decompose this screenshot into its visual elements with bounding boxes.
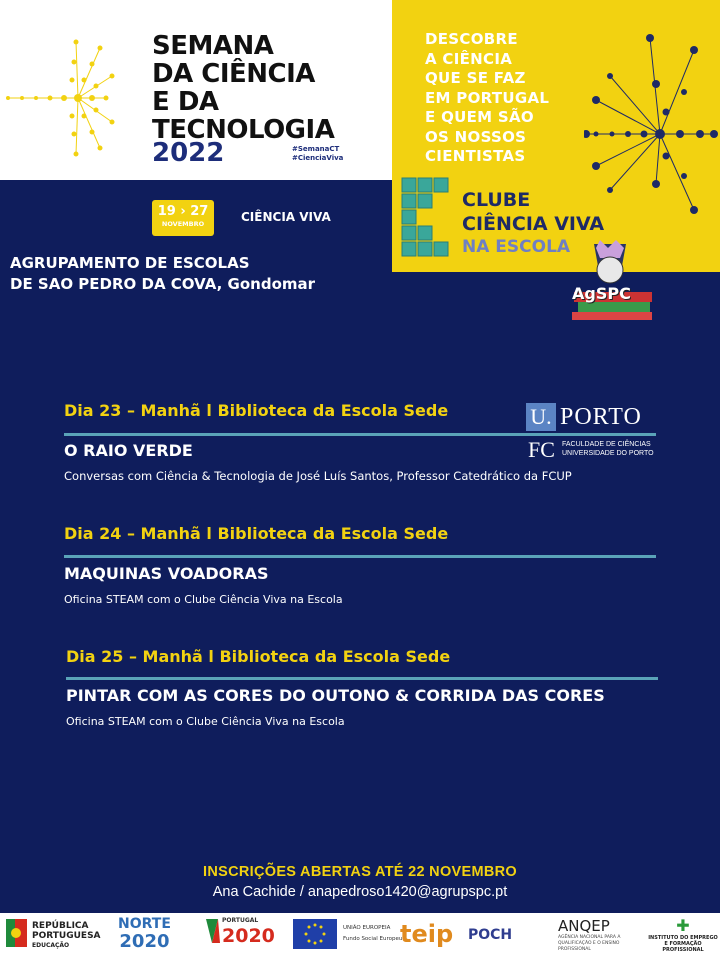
header-yellow-panel <box>392 0 720 272</box>
title-line: E DA <box>152 87 219 117</box>
school-line: AGRUPAMENTO DE ESCOLAS <box>10 254 250 272</box>
iefp-logo <box>648 917 718 953</box>
agspc-mascot-icon <box>570 238 656 322</box>
clube-line: CLUBE <box>462 189 531 211</box>
norte-text: NORTE <box>118 916 171 932</box>
sponsor-footer <box>0 913 720 960</box>
title-line: DA CIÊNCIA <box>152 59 315 89</box>
anqep-text: ANQEP <box>558 917 610 935</box>
uporto-porto: PORTO <box>560 404 642 430</box>
eu-logo <box>293 919 403 953</box>
eu-line: UNIÃO EUROPEIA <box>343 925 391 931</box>
faculty-line: UNIVERSIDADE DO PORTO <box>562 450 654 457</box>
event-day-heading: Dia 25 – Manhã l Biblioteca da Escola Sede <box>66 647 451 666</box>
starburst-icon <box>0 30 130 170</box>
iefp-icon: ✚ <box>676 916 690 935</box>
tagline-line: A CIÊNCIA <box>425 49 513 68</box>
title-line: TECNOLOGIA <box>152 115 335 145</box>
event-day-heading: Dia 23 – Manhã l Biblioteca da Escola Sede <box>64 401 449 420</box>
republica-line: EDUCAÇÃO <box>32 942 70 949</box>
republica-text <box>32 921 101 951</box>
portugal2020-icon <box>204 917 220 945</box>
event-year: 2022 <box>152 138 225 168</box>
event-description: Oficina STEAM com o Clube Ciência Viva na Escola <box>64 593 343 606</box>
school-line: DE SAO PEDRO DA COVA, Gondomar <box>10 275 316 293</box>
teip-logo: teip <box>400 920 454 948</box>
agspc-logo <box>570 238 656 322</box>
tagline-line: QUE SE FAZ <box>425 69 526 87</box>
divider <box>64 555 656 558</box>
contact-info: Ana Cachide / anapedroso1420@agrupspc.pt <box>212 884 508 900</box>
event-description: Oficina STEAM com o Clube Ciência Viva na Escola <box>66 715 345 728</box>
divider <box>64 433 656 436</box>
event-title <box>152 32 334 144</box>
republica-line: PORTUGUESA <box>32 931 101 941</box>
faculty-text <box>562 440 654 458</box>
eu-flag-icon <box>293 919 337 949</box>
portugal-small: PORTUGAL <box>222 917 259 924</box>
dates-badge <box>152 200 214 236</box>
eu-text <box>343 923 402 945</box>
agspc-text: AgSPC <box>572 284 631 303</box>
tagline-line: DESCOBRE <box>425 30 518 48</box>
hashtag: #SemanaCT <box>292 145 340 153</box>
clube-line: NA ESCOLA <box>462 237 571 257</box>
clube-line: CIÊNCIA VIVA <box>462 213 605 235</box>
ciencia-viva-logo: CIÊNCIA VIVA <box>241 210 331 224</box>
anqep-subtext: AGÊNCIA NACIONAL PARA A QUALIFICAÇÃO E O ENSINO PROFISSIONAL <box>558 935 621 952</box>
portugal2020-logo <box>204 917 275 949</box>
norte2020-logo <box>118 916 171 952</box>
portugal-year: 2020 <box>222 925 275 947</box>
event-description: Conversas com Ciência & Tecnologia de José Luís Santos, Professor Catedrático da FCUP <box>64 469 572 483</box>
school-name <box>10 253 315 295</box>
republica-line: REPÚBLICA <box>32 921 89 931</box>
hashtags <box>292 145 343 163</box>
header-white-panel <box>0 0 392 180</box>
poch-logo: POCH <box>468 927 513 943</box>
tagline-line: OS NOSSOS <box>425 127 527 146</box>
event-title: MAQUINAS VOADORAS <box>64 564 269 583</box>
event-day-heading: Dia 24 – Manhã l Biblioteca da Escola Sede <box>64 524 449 543</box>
republica-logo <box>6 919 101 953</box>
republica-emblem-icon <box>6 919 28 949</box>
tagline-line: CIENTISTAS <box>425 147 526 165</box>
event-title: PINTAR COM AS CORES DO OUTONO & CORRIDA DAS CORES <box>66 686 605 705</box>
eu-line: Fundo Social Europeu <box>343 936 403 942</box>
fc-mark: FC <box>528 437 555 462</box>
faculty-line: FACULDADE DE CIÊNCIAS <box>562 441 651 448</box>
norte-year: 2020 <box>119 931 170 952</box>
tagline <box>425 30 549 167</box>
tagline-line: EM PORTUGAL <box>425 88 550 107</box>
event-title: O RAIO VERDE <box>64 441 193 460</box>
registration-deadline: INSCRIÇÕES ABERTAS ATÉ 22 NOVEMBRO <box>203 864 517 880</box>
uporto-u: U. <box>526 403 556 431</box>
iefp-line: E FORMAÇÃO PROFISSIONAL <box>662 941 704 953</box>
anqep-logo <box>558 917 638 953</box>
dates-month: NOVEMBRO <box>161 220 205 228</box>
iefp-line: INSTITUTO DO EMPREGO <box>648 935 718 941</box>
dates-range: 19 › 27 <box>157 204 209 219</box>
tagline-line: E QUEM SÃO <box>425 108 534 126</box>
divider <box>66 677 658 680</box>
title-line: SEMANA <box>152 31 274 61</box>
clube-cubes-icon <box>400 176 452 260</box>
hashtag: #CienciaViva <box>292 154 344 162</box>
